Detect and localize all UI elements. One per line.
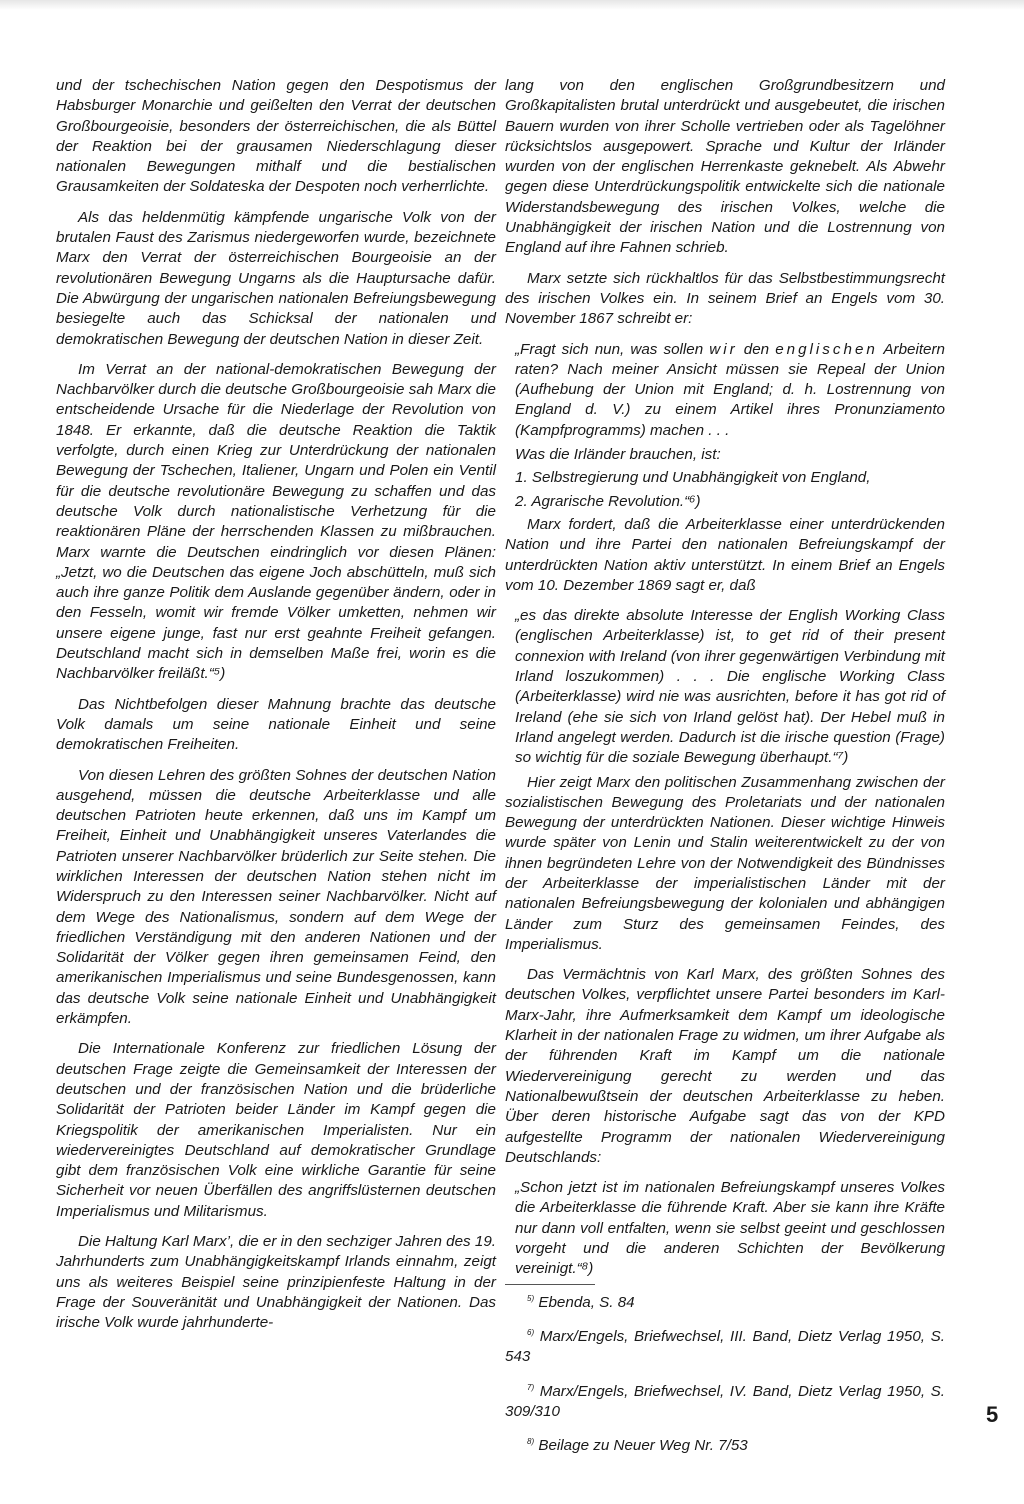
paragraph: und der tschechischen Nation gegen den Despotismus der Habsburger Monarchie und geißelten den Verrat der deutschen Großbourgeoisie, besonders der österreichischen, die als Büttel der Reaktion bei der grausamen Niederschlagung dieser nationalen Bewegungen mithalf und die bestialischen Grausamkeiten der Soldateska der Despoten noch verherrlichte. [56,77,496,196]
paragraph: Das Nichtbefolgen dieser Mahnung brachte das deutsche Volk damals um seine nationale Einheit und seine demokratischen Freiheiten. [56,695,496,754]
footnote [505,1289,945,1313]
spaced-word: englischen [775,340,878,358]
footnotes [505,1289,945,1457]
paragraph: Das Vermächtnis von Karl Marx, des größten Sohnes des deutschen Volkes, verpflichtet unsere Partei besonders im Karl-Marx-Jahr, ihre Aufmerksamkeit dem Kampf um ideologische Klarheit in der nationalen Frage zu widmen, um ihrer Aufgabe als der führenden Kraft im Kampf um die nationale Wiedervereinigung gerecht zu werden und das Nationalbewußtsein der deutschen Arbeiterklasse zu heben. Über deren historische Aufgabe sagt das von der KPD aufgestellte Programm der nationalen Wiedervereinigung Deutschlands: [505,966,945,1166]
paragraph: Hier zeigt Marx den politischen Zusammenhang zwischen der sozialistischen Bewegung des Proletariats und der nationalen Bewegung der unterdrückten Nationen. Dieser wichtige Hinweis wurde später von Lenin und Stalin weiterentwickelt zu der von ihnen begründeten Lehre von der Notwendigkeit des Bündnisses der Arbeiterklasse der imperialistischen Länder mit der nationalen Befreiungsbewegung der kolonialen und abhängigen Länder zum Sturz des gemeinsamen Feindes, des Imperialismus. [505,773,945,953]
page-number: 5 [986,1402,999,1427]
quote-block: „es das direkte absolute Interesse der English Working Class (englischen Arbeiterklasse) ist, to get rid of their present connexion with Ireland (von ihrer gegenwärtigen Verbindung mit Irland loszukommen) . . . Die englische Working Class (Arbeiterklasse) wird nie was ausrichten, before it has got rid of Ireland (ehe sie sich von Irland gelöst hat). Der Hebel muß in Irland angelegt werden. Dadurch ist die irische question (Frage) so wichtig für die soziale Bewegung überhaupt.“⁷) [515,607,945,767]
paragraph: Als das heldenmütig kämpfende ungarische Volk von der brutalen Faust des Zarismus niedergeworfen wurde, bezeichnete Marx den Verrat der österreichischen Bourgeoisie an der revolutionären Bewegung Ungarns als die Hauptursache dafür. Die Abwürgung der ungarischen nationalen Befreiungsbewegung besiegelte auch das Schicksal der nationalen und demokratischen Bewegung der deutschen Nation in dieser Zeit. [56,208,496,348]
left-column [56,76,496,1344]
quote-text: „Fragt sich nun, was sollen [515,340,710,358]
paragraph: Marx setzte sich rückhaltlos für das Selbstbestimmungsrecht des irischen Volkes ein. In seinem Brief an Engels vom 30. November 1867 schreibt er: [505,269,945,328]
quote-text: Arbeitern raten? Nach meiner Ansicht müssen sie Repeal der Union (Aufhebung der Union mit England; d. h. Lostrennung von England d. V.) zu einem Artikel ihres Pronunziamento (Kampfprogramms) machen . . . [515,340,946,439]
footnote-text: Marx/Engels, Briefwechsel, IV. Band, Dietz Verlag 1950, S. 309/310 [505,1382,945,1420]
footnote [505,1323,945,1368]
footnote-mark: 5) [527,1293,535,1303]
footnote-text: Ebenda, S. 84 [538,1293,635,1311]
paragraph: lang von den englischen Großgrundbesitzern und Großkapitalisten brutal unterdrückt und ausgebeutet, die irischen Bauern wurden von ihrer Scholle vertrieben oder als Tagelöhner rücksichtslos ausgepowert. Sprache und Kultur der Irländer wurden von der englischen Herrenkaste geknebelt. Als Abwehr gegen diese Unterdrückungspolitik entwickelte sich die nationale Widerstandsbewegung des irischen Volkes, welche die Unabhängigkeit der irischen Nation und die Lostrennung von England auf ihre Fahnen schrieb. [505,77,945,257]
footnote-mark: 7) [527,1382,535,1392]
quote-block [505,340,945,441]
paragraph: Die Haltung Karl Marx’, die er in den sechziger Jahren des 19. Jahrhunderts zum Unabhängigkeitskampf Irlands einnahm, zeigt uns als weiteres Beispiel seine prinzipienfeste Haltung in der Frage der Souveränität und Unabhängigkeit der Nationen. Das irische Volk wurde jahrhunderte- [56,1233,496,1332]
spaced-word: wir [709,340,738,358]
paragraph: Von diesen Lehren des größten Sohnes der deutschen Nation ausgehend, müssen die deutsche Arbeiterklasse und alle deutschen Patrioten heute erkennen, daß uns im Kampf um Freiheit, Einheit und Unabhängigkeit unseres Vaterlandes die Patrioten unserer Nachbarvölker brüderlich zur Seite stehen. Die wirklichen Interessen der deutschen Nation stehen nicht im Widerspruch zu den Interessen seiner Nachbarvölker. Nicht auf dem Wege des Nationalismus, sondern auf dem Wege der friedlichen Verständigung mit den anderen Nationen und der Solidarität der Völker gegen ihren gemeinsamen Feind, den amerikanischen Imperialismus und seine Bundesgenossen, kann das deutsche Volk seine nationale Einheit und Unabhängigkeit erkämpfen. [56,766,496,1028]
footnote-mark: 8) [527,1437,535,1447]
paragraph: Die Internationale Konferenz zur friedlichen Lösung der deutschen Frage zeigte die Gemeinsamkeit der Interessen der deutschen und der französischen Nation und die brüderliche Solidarität der Patrioten beider Länder im Kampf gegen die Kriegspolitik der amerikanischen Imperialisten. Nur ein wiedervereinigtes Deutschland auf demokratischer Grundlage gibt dem französischen Volk eine wirkliche Garantie für seine Sicherheit vor neuen Überfällen des angriffslüsternen deutschen Imperialismus und Militarismus. [56,1040,496,1220]
quote-line: 2. Agrarische Revolution.“⁶) [515,492,701,510]
quote-line: Was die Irländer brauchen, ist: [515,446,721,464]
paragraph: Im Verrat an der national-demokratischen Bewegung der Nachbarvölker durch die deutsche Großbourgeoisie sah Marx die entscheidende Ursache für die Niederlage der Revolution von 1848. Er erkannte, daß die deutsche Reaktion die Taktik verfolgte, durch einen Krieg zur Unterdrückung der nationalen Bewegung der Tschechen, Italiener, Ungarn und Polen ein Ventil für die deutsche revolutionäre Bewegung zu schaffen und das deutsche Volk durch nationalistische Verhetzung für die reaktionären Pläne der herrschenden Klassen zu mißbrauchen. Marx warnte die Deutschen eindringlich vor diesen Plänen: „Jetzt, wo die Deutschen das eigene Joch abschütteln, muß sich auch ihre ganze Politik dem Auslande gegenüber ändern, oder in den Fesseln, womit wir fremde Völker umketten, nehmen wir unsere eigene junge, fast nur erst geahnte Freiheit gefangen. Deutschland macht sich in demselben Maße frei, worin es die Nachbarvölker freiläßt.“⁵) [56,360,496,683]
footnote-text: Marx/Engels, Briefwechsel, III. Band, Dietz Verlag 1950, S. 543 [505,1328,945,1366]
scan-edge [0,0,1024,10]
footnote-rule [505,1284,595,1285]
quote-text: den [737,340,776,358]
paragraph: Marx fordert, daß die Arbeiterklasse einer unterdrückenden Nation und ihre Partei den nationalen Befreiungskampf der unterdrückten Nation aktiv unterstützt. In einem Brief an Engels vom 10. Dezember 1869 sagt er, daß [505,515,945,594]
quote-line: 1. Selbstregierung und Unabhängigkeit von England, [515,469,871,487]
right-column [505,76,945,1467]
footnote-text: Beilage zu Neuer Weg Nr. 7/53 [538,1437,748,1455]
footnote [505,1378,945,1423]
footnote [505,1432,945,1456]
quote-block: „Schon jetzt ist im nationalen Befreiungskampf unseres Volkes die Arbeiterklasse die führende Kraft. Aber sie kann ihre Kräfte nur dann voll entfalten, wenn sie selbst geeint und geschlossen vorgeht und die anderen Schichten der Bevölkerung vereinigt.“⁸) [515,1179,945,1278]
footnote-mark: 6) [527,1327,535,1337]
